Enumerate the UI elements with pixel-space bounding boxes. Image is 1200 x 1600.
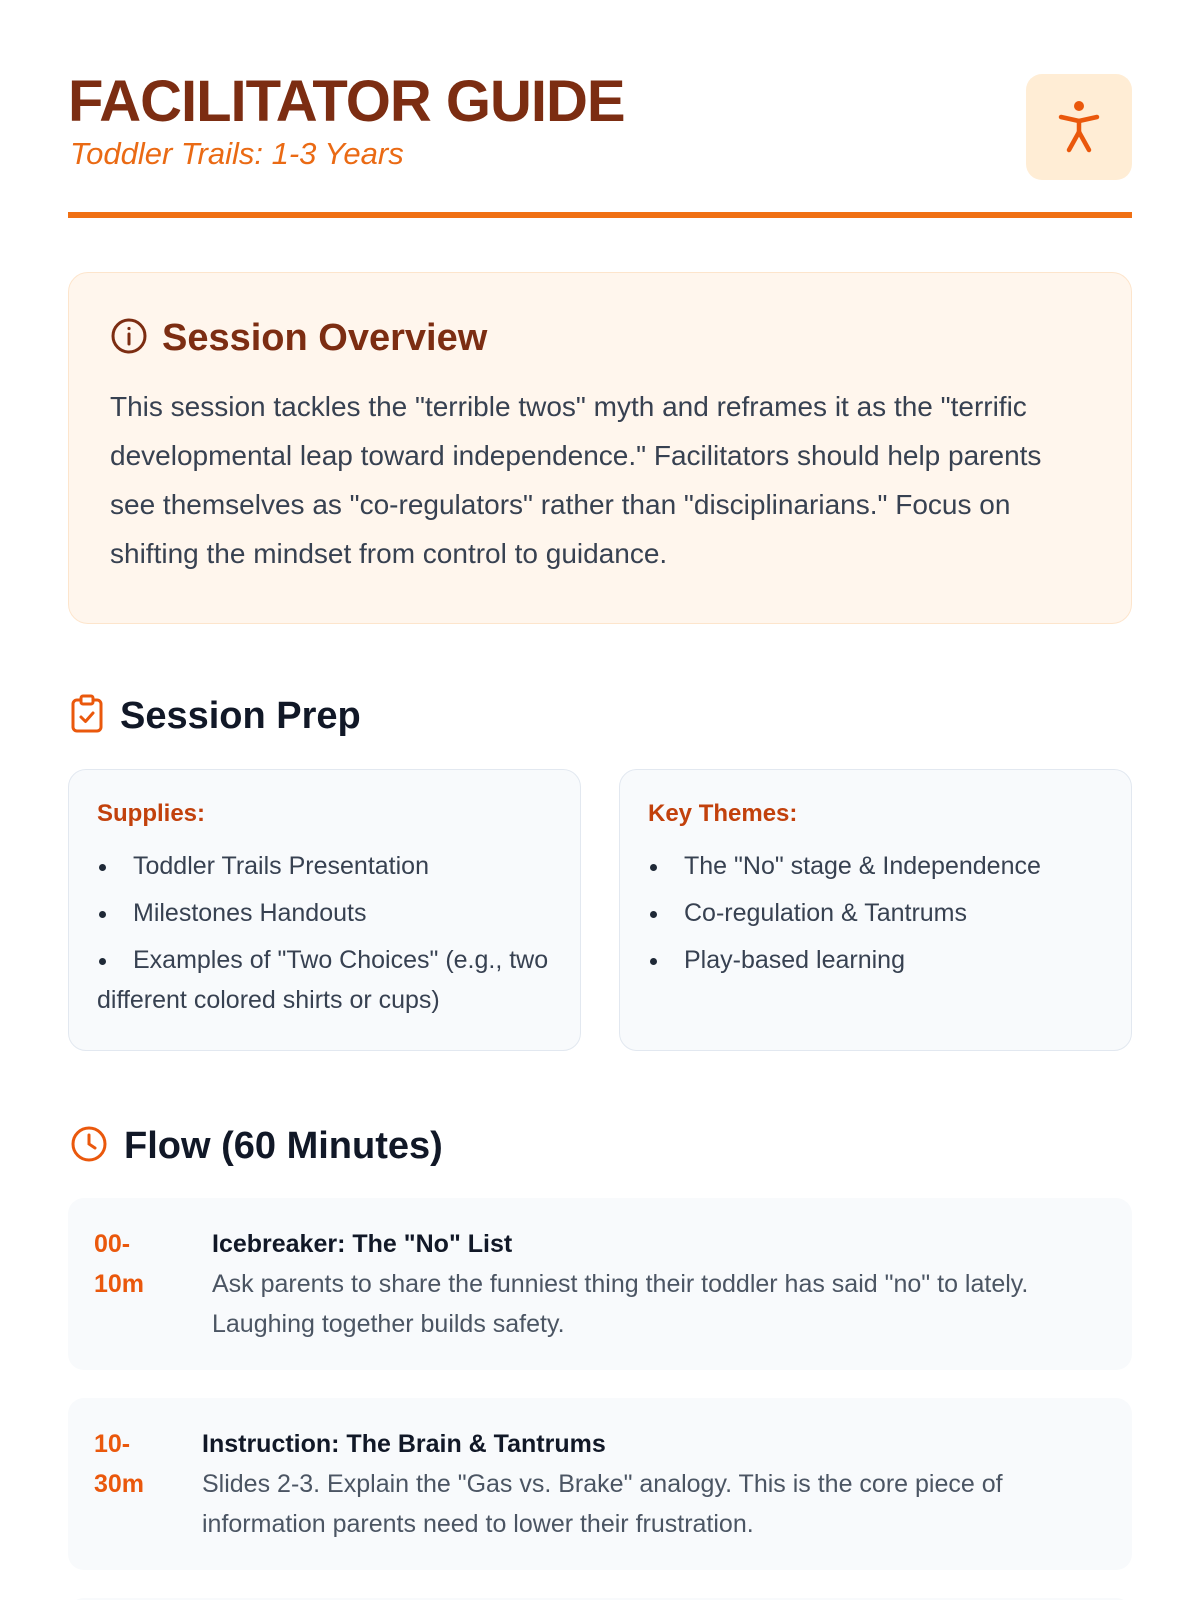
session-overview-header: [110, 317, 1091, 360]
accessibility-person-icon: [1026, 74, 1132, 180]
flow-item-time: 00- 10m: [94, 1230, 145, 1298]
list-item: Toddler Trails Presentation: [97, 846, 552, 886]
flow-item: [68, 1198, 1132, 1370]
list-item: The "No" stage & Independence: [648, 846, 1103, 886]
flow-item-body: [202, 1424, 1104, 1544]
list-item: Co-regulation & Tantrums: [648, 893, 1103, 933]
flow-item-body: [212, 1224, 1104, 1344]
flow-item: [68, 1398, 1132, 1570]
session-prep-header: [70, 694, 1132, 739]
session-overview-text: This session tackles the "terrible twos" myth and reframes it as the "terrific developmental leap toward independence." Facilitators should help parents see themselves as "co-regulators" rather than "disciplinarians." Focus on shifting the mindset from control to guidance.: [110, 391, 1042, 569]
key-themes-card: [619, 769, 1132, 1051]
list-item: Examples of "Two Choices" (e.g., two different colored shirts or cups): [97, 940, 552, 1020]
page-header: [68, 0, 1132, 218]
flow-item-time: 10- 30m: [94, 1430, 145, 1498]
page-subtitle: Toddler Trails: 1-3 Years: [70, 136, 404, 171]
session-overview-title: Session Overview: [162, 317, 488, 359]
flow-item-title: Instruction: The Brain & Tantrums: [202, 1430, 606, 1458]
page-title: FACILITATOR GUIDE: [68, 69, 625, 134]
flow-item-description: Slides 2-3. Explain the "Gas vs. Brake" analogy. This is the core piece of information parents need to lower their frustration.: [202, 1470, 1003, 1538]
session-prep-title: Session Prep: [120, 695, 361, 737]
info-circle-icon: [110, 317, 148, 360]
supplies-title: Supplies:: [97, 800, 206, 827]
flow-title: Flow (60 Minutes): [124, 1125, 443, 1167]
flow-header: [70, 1125, 1132, 1168]
supplies-card: [68, 769, 581, 1051]
flow-item-description: Ask parents to share the funniest thing their toddler has said "no" to lately. Laughing together builds safety.: [212, 1270, 1029, 1338]
session-prep-cards: [68, 769, 1132, 1051]
key-themes-title: Key Themes:: [648, 800, 798, 827]
supplies-list: [97, 846, 552, 1020]
session-overview-card: [68, 272, 1132, 624]
key-themes-list: [648, 846, 1103, 980]
clipboard-check-icon: [70, 694, 104, 739]
list-item: Milestones Handouts: [97, 893, 552, 933]
clock-icon: [70, 1125, 108, 1168]
flow-item-title: Icebreaker: The "No" List: [212, 1230, 513, 1258]
list-item: Play-based learning: [648, 940, 1103, 980]
